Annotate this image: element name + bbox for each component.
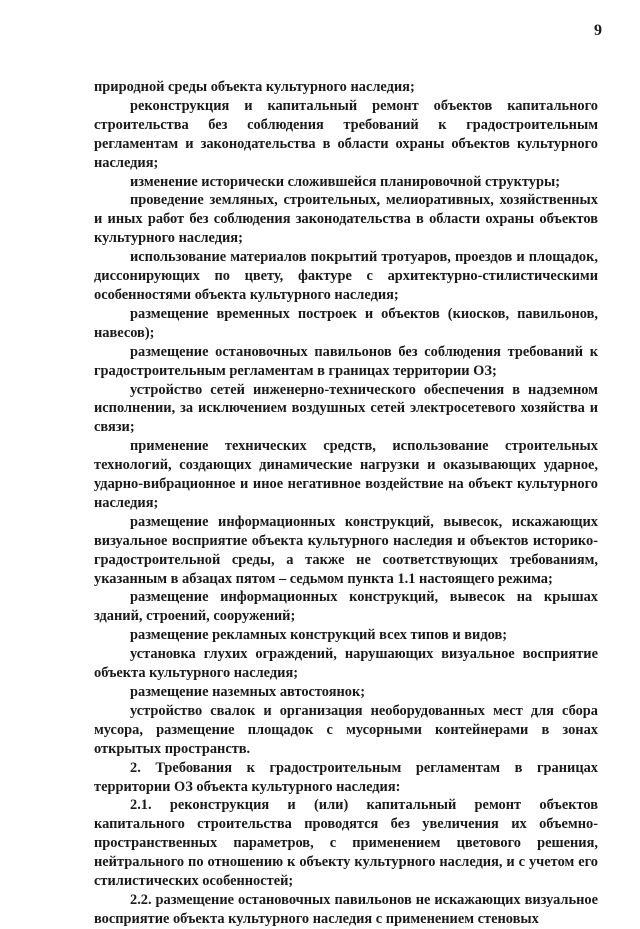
- paragraph-waste: устройство свалок и организация необорудованных мест для сбора мусора, размещение площадок с мусорными контейнерами в зонах открытых пространств.: [94, 702, 598, 757]
- paragraph-information-structures: размещение информационных конструкций, вывесок, искажающих визуальное восприятие объекта культурного наследия и объектов историко-градостроительной среды, а также не соответствующих требованиям, указанным в абзацах пятом – седьмом пункта 1.1 настоящего режима;: [94, 513, 598, 587]
- paragraph-utility-networks: устройство сетей инженерно-технического обеспечения в надземном исполнении, за исключением воздушных сетей электросетевого хозяйства и связи;: [94, 381, 598, 436]
- paragraph-section-2-heading: 2. Требования к градостроительным регламентам в границах территории ОЗ объекта культурного наследия:: [94, 759, 598, 795]
- paragraph-2-1: 2.1. реконструкция и (или) капитальный ремонт объектов капитального строительства проводятся без увеличения их объемно-пространственных параметров, с применением цветового решения, нейтрального по отношению к объекту культурного наследия, и с учетом его стилистических особенностей;: [94, 797, 598, 890]
- paragraph-2-2: 2.2. размещение остановочных павильонов не искажающих визуальное восприятие объекта культурного наследия с применением стеновых: [94, 891, 598, 927]
- paragraph-advertising: размещение рекламных конструкций всех типов и видов;: [130, 627, 508, 644]
- paragraph-continuation: природной среды объекта культурного наследия;: [94, 79, 415, 95]
- paragraph-temporary-buildings: размещение временных построек и объектов (киосков, павильонов, навесов);: [94, 305, 598, 341]
- paragraph-rooftop-signs: размещение информационных конструкций, вывесок на крышах зданий, строений, сооружений;: [94, 589, 598, 625]
- paragraph-bus-stops: размещение остановочных павильонов без соблюдения требований к градостроительным регламентам в границах территории ОЗ;: [94, 343, 598, 379]
- document-body: [94, 78, 598, 929]
- page-number: 9: [594, 22, 602, 39]
- paragraph-solid-fences: установка глухих ограждений, нарушающих визуальное восприятие объекта культурного наследия;: [94, 646, 598, 682]
- paragraph-planning-structure: изменение исторически сложившейся планировочной структуры;: [130, 173, 561, 190]
- paragraph-parking: размещение наземных автостоянок;: [130, 684, 366, 700]
- paragraph-technical-means: применение технических средств, использование строительных технологий, создающих динамические нагрузки и оказывающих ударное, ударно-вибрационное и иное негативное воздействие на объект культурного наследия;: [94, 438, 598, 511]
- paragraph-earthworks: проведение земляных, строительных, мелиоративных, хозяйственных и иных работ без соблюдения законодательства в области охраны объектов культурного наследия;: [94, 192, 598, 247]
- paragraph-reconstruction-ban: реконструкция и капитальный ремонт объектов капитального строительства без соблюдения требований к градостроительным регламентам и законодательства в области охраны объектов культурного наследия;: [94, 97, 598, 171]
- paragraph-paving-materials: использование материалов покрытий тротуаров, проездов и площадок, диссонирующих по цвету, фактуре с архитектурно-стилистическими особенностями объекта культурного наследия;: [94, 249, 598, 303]
